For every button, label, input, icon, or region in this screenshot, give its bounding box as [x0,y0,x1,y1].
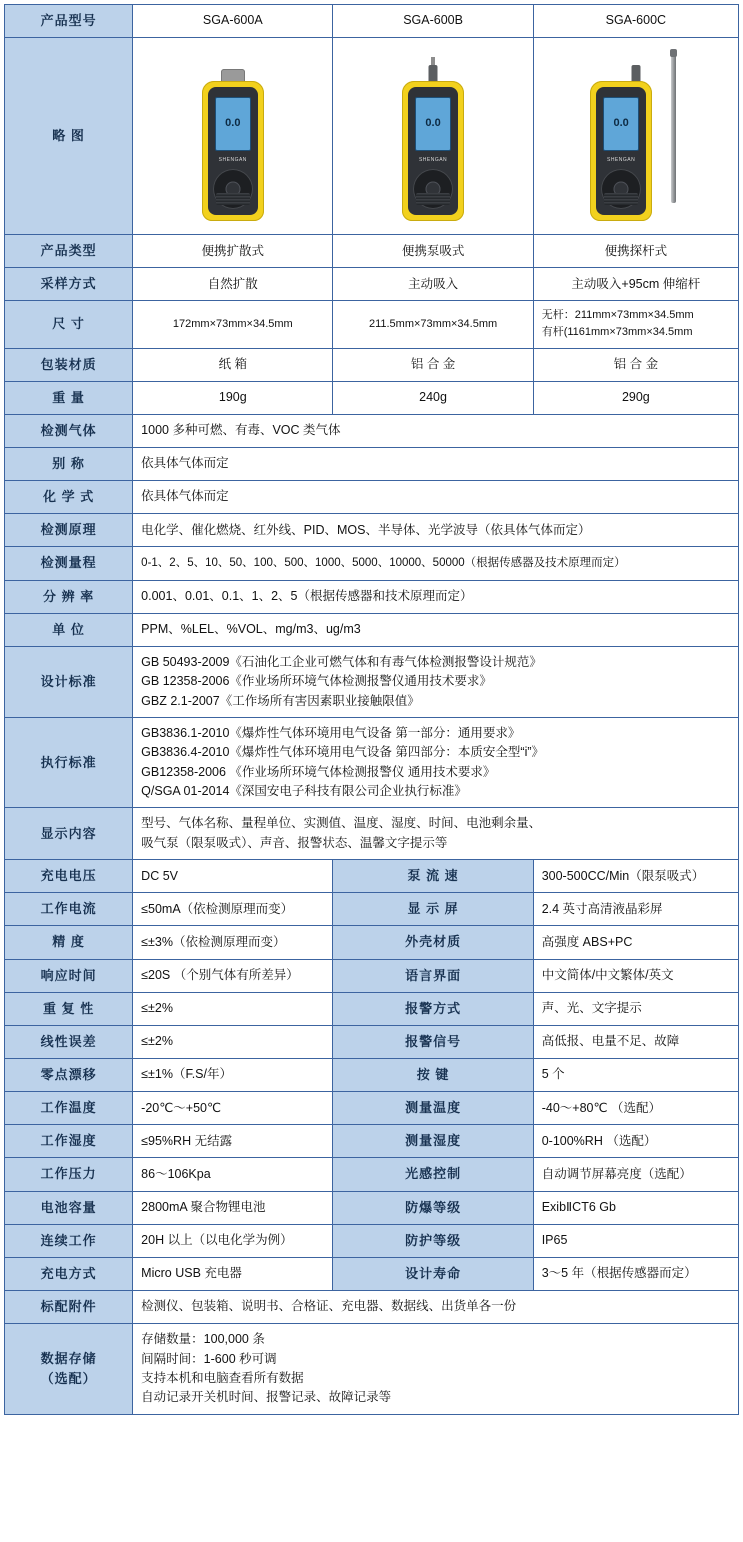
diffusion-detector-icon [187,47,279,225]
display-content-value [133,808,739,860]
row-label-charge-voltage: 充电电压 [5,860,133,893]
table-row-images [5,38,739,235]
data-storage-line-4: 自动记录开关机时间、报警记录、故障记录等 [141,1390,392,1405]
row-label-explosion-proof: 防爆等级 [333,1191,533,1224]
row-label-light-sensor: 光感控制 [333,1158,533,1191]
packaging-c: 铝 合 金 [533,348,738,381]
table-row-zero-drift [5,1059,739,1092]
data-storage-line-3: 支持本机和电脑查看所有数据 [141,1370,304,1385]
data-storage-line-2: 间隔时间：1-600 秒可调 [141,1351,277,1366]
table-row-packaging [5,348,739,381]
table-row-working-humidity [5,1125,739,1158]
pump-flow-value: 300-500CC/Min（限泵吸式） [533,860,738,893]
row-label-weight: 重 量 [5,381,133,414]
table-row-continuous-work [5,1224,739,1257]
row-label-measure-temperature: 测量温度 [333,1092,533,1125]
row-label-language: 语言界面 [333,959,533,992]
product-type-b: 便携泵吸式 [333,235,533,268]
row-label-product-type: 产品类型 [5,235,133,268]
design-standard-line-3: GBZ 2.1-2007《工作场所有害因素职业接触限值》 [141,693,420,708]
table-row-size [5,301,739,348]
table-row-charging-method [5,1257,739,1290]
probe-rod-detector-icon [590,47,682,225]
repeatability-value: ≤±2% [133,992,333,1025]
working-humidity-value: ≤95%RH 无结露 [133,1125,333,1158]
design-life-value: 3～5 年（根据传感器而定） [533,1257,738,1290]
device-c-reading: 0.0 [613,117,629,130]
charging-method-value: Micro USB 充电器 [133,1257,333,1290]
table-row-formula [5,481,739,514]
row-label-range: 检测量程 [5,547,133,580]
formula-value: 依具体气体而定 [133,481,739,514]
size-c-line2: 有杆(1161mm×73mm×34.5mm [541,326,693,339]
table-row-display-content [5,808,739,860]
zero-drift-value: ≤±1%（F.S/年） [133,1059,333,1092]
row-label-working-current: 工作电流 [5,893,133,926]
shell-material-value: 高强度 ABS+PC [533,926,738,959]
table-row-product-type [5,235,739,268]
table-row-repeatability [5,992,739,1025]
accuracy-value: ≤±3%（依检测原理而变） [133,926,333,959]
device-image-a [133,38,333,235]
working-temperature-value: -20℃～+50℃ [133,1092,333,1125]
light-sensor-value: 自动调节屏幕亮度（选配） [533,1158,738,1191]
device-image-b [333,38,533,235]
data-storage-line-1: 存储数量：100,000 条 [141,1332,265,1347]
row-label-size: 尺 寸 [5,301,133,348]
row-label-formula: 化 学 式 [5,481,133,514]
row-label-model: 产品型号 [5,5,133,38]
row-label-data-storage [5,1324,133,1415]
weight-a: 190g [133,381,333,414]
language-value: 中文简体/中文繁体/英文 [533,959,738,992]
sampling-c: 主动吸入+95cm 伸缩杆 [533,268,738,301]
exec-standard-value [133,717,739,808]
row-label-design-standard: 设计标准 [5,646,133,717]
device-b-reading: 0.0 [425,117,441,130]
display-screen-value: 2.4 英寸高清液晶彩屏 [533,893,738,926]
resolution-value: 0.001、0.01、0.1、1、2、5（根据传感器和技术原理而定） [133,580,739,613]
linearity-error-value: ≤±2% [133,1025,333,1058]
accessories-value: 检测仪、包装箱、说明书、合格证、充电器、数据线、出货单各一份 [133,1290,739,1323]
table-row-working-current [5,893,739,926]
size-c-line1: 无杆：211mm×73mm×34.5mm [541,309,694,322]
size-c [533,301,738,348]
exec-standard-line-1: GB3836.1-2010《爆炸性气体环境用电气设备 第一部分：通用要求》 [141,725,521,740]
table-row-battery-capacity [5,1191,739,1224]
display-content-line-2: 吸气泵（限泵吸式）、声音、报警状态、温馨文字提示等 [141,835,448,850]
model-a: SGA-600A [133,5,333,38]
row-label-principle: 检测原理 [5,514,133,547]
data-storage-label-line1: 数据存储 [40,1350,97,1366]
row-label-sampling: 采样方式 [5,268,133,301]
model-b: SGA-600B [333,5,533,38]
device-a-brand: SHENGAN [218,157,247,164]
exec-standard-line-4: Q/SGA 01-2014《深国安电子科技有限公司企业执行标准》 [141,784,467,799]
table-row-resolution [5,580,739,613]
row-label-charging-method: 充电方式 [5,1257,133,1290]
working-current-value: ≤50mA（依检测原理而变） [133,893,333,926]
table-row-range [5,547,739,580]
table-row-exec-standard [5,717,739,808]
table-row-alias [5,447,739,480]
principle-value: 电化学、催化燃烧、红外线、PID、MOS、半导体、光学波导（依具体气体而定） [133,514,739,547]
device-image-c [533,38,738,235]
charge-voltage-value: DC 5V [133,860,333,893]
range-value: 0-1、2、5、10、50、100、500、1000、5000、10000、50000（根据传感器及技术原理而定） [133,547,739,580]
packaging-b: 铝 合 金 [333,348,533,381]
table-row-sampling [5,268,739,301]
row-label-pump-flow: 泵 流 速 [333,860,533,893]
row-label-images: 略 图 [5,38,133,235]
working-pressure-value: 86～106Kpa [133,1158,333,1191]
row-label-detect-gas: 检测气体 [5,414,133,447]
table-row-working-temperature [5,1092,739,1125]
row-label-working-pressure: 工作压力 [5,1158,133,1191]
table-row-data-storage [5,1324,739,1415]
table-row-unit [5,613,739,646]
design-standard-line-2: GB 12358-2006《作业场所环境气体检测报警仪通用技术要求》 [141,674,492,689]
product-type-a: 便携扩散式 [133,235,333,268]
row-label-battery-capacity: 电池容量 [5,1191,133,1224]
device-a-reading: 0.0 [225,117,241,130]
row-label-continuous-work: 连续工作 [5,1224,133,1257]
battery-capacity-value: 2800mA 聚合物锂电池 [133,1191,333,1224]
row-label-measure-humidity: 测量湿度 [333,1125,533,1158]
table-row-accessories [5,1290,739,1323]
table-row-accuracy [5,926,739,959]
pump-suction-detector-icon [387,47,479,225]
unit-value: PPM、%LEL、%VOL、mg/m3、ug/m3 [133,613,739,646]
row-label-alarm-mode: 报警方式 [333,992,533,1025]
row-label-alarm-signal: 报警信号 [333,1025,533,1058]
table-row-charge-voltage [5,860,739,893]
row-label-display-screen: 显 示 屏 [333,893,533,926]
weight-b: 240g [333,381,533,414]
design-standard-line-1: GB 50493-2009《石油化工企业可燃气体和有毒气体检测报警设计规范》 [141,654,542,669]
row-label-accuracy: 精 度 [5,926,133,959]
detect-gas-value: 1000 多种可燃、有毒、VOC 类气体 [133,414,739,447]
device-c-brand: SHENGAN [606,157,636,164]
size-b: 211.5mm×73mm×34.5mm [333,301,533,348]
table-row-linearity-error [5,1025,739,1058]
continuous-work-value: 20H 以上（以电化学为例） [133,1224,333,1257]
packaging-a: 纸 箱 [133,348,333,381]
row-label-repeatability: 重 复 性 [5,992,133,1025]
row-label-response-time: 响应时间 [5,959,133,992]
row-label-linearity-error: 线性误差 [5,1025,133,1058]
measure-humidity-value: 0-100%RH （选配） [533,1125,738,1158]
response-time-value: ≤20S （个别气体有所差异） [133,959,333,992]
table-row-response-time [5,959,739,992]
sampling-b: 主动吸入 [333,268,533,301]
weight-c: 290g [533,381,738,414]
row-label-alias: 别 称 [5,447,133,480]
row-label-keys: 按 键 [333,1059,533,1092]
explosion-proof-value: ExibⅡCT6 Gb [533,1191,738,1224]
table-row-detect-gas [5,414,739,447]
row-label-zero-drift: 零点漂移 [5,1059,133,1092]
row-label-packaging: 包装材质 [5,348,133,381]
table-row-weight [5,381,739,414]
alarm-signal-value: 高低报、电量不足、故障 [533,1025,738,1058]
row-label-working-temperature: 工作温度 [5,1092,133,1125]
measure-temperature-value: -40～+80℃ （选配） [533,1092,738,1125]
row-label-unit: 单 位 [5,613,133,646]
product-spec-table [4,4,739,1415]
design-standard-value [133,646,739,717]
row-label-shell-material: 外壳材质 [333,926,533,959]
row-label-accessories: 标配附件 [5,1290,133,1323]
keys-value: 5 个 [533,1059,738,1092]
model-c: SGA-600C [533,5,738,38]
sampling-a: 自然扩散 [133,268,333,301]
product-type-c: 便携探杆式 [533,235,738,268]
row-label-protection-level: 防护等级 [333,1224,533,1257]
table-row-principle [5,514,739,547]
data-storage-label-line2: （选配） [40,1370,97,1386]
table-row-model [5,5,739,38]
row-label-resolution: 分 辨 率 [5,580,133,613]
exec-standard-line-2: GB3836.4-2010《爆炸性气体环境用电气设备 第四部分：本质安全型“i”》 [141,745,545,760]
row-label-display-content: 显示内容 [5,808,133,860]
row-label-working-humidity: 工作湿度 [5,1125,133,1158]
protection-level-value: IP65 [533,1224,738,1257]
alias-value: 依具体气体而定 [133,447,739,480]
table-row-working-pressure [5,1158,739,1191]
alarm-mode-value: 声、光、文字提示 [533,992,738,1025]
table-row-design-standard [5,646,739,717]
row-label-design-life: 设计寿命 [333,1257,533,1290]
display-content-line-1: 型号、气体名称、量程单位、实测值、温度、湿度、时间、电池剩余量、 [141,816,542,831]
data-storage-value [133,1324,739,1415]
row-label-exec-standard: 执行标准 [5,717,133,808]
device-b-brand: SHENGAN [418,157,448,164]
size-a: 172mm×73mm×34.5mm [133,301,333,348]
exec-standard-line-3: GB12358-2006 《作业场所环境气体检测报警仪 通用技术要求》 [141,764,496,779]
